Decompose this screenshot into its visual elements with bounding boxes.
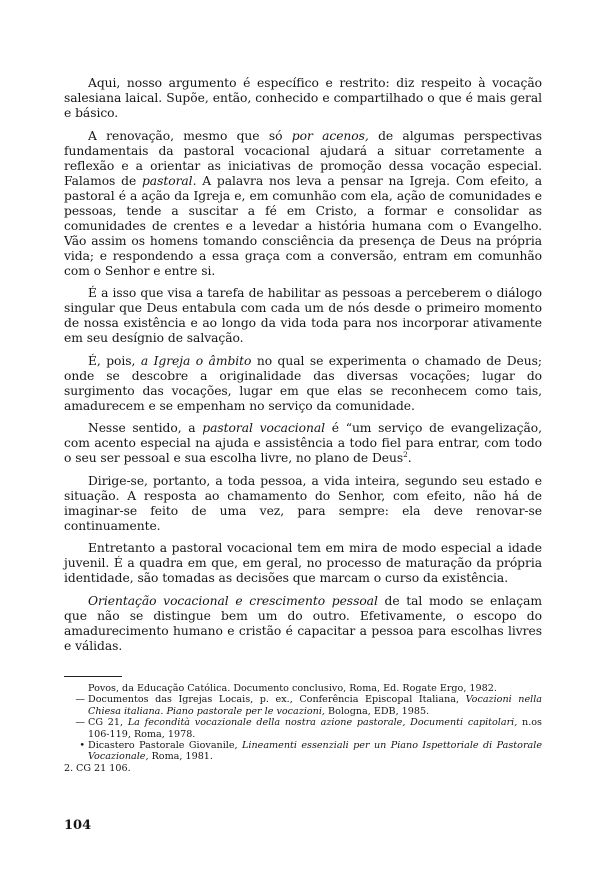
italic-phrase: pastoral.	[141, 173, 197, 188]
page-number: 104	[64, 818, 92, 833]
italic-phrase: pastoral vocacional	[202, 421, 326, 435]
footnote-text: Documentos das Igrejas Locais, p. ex., Conferência Episcopal Italiana, Vocazioni nella Chiesa italiana. Piano pastorale per le vocazioni, Bologna, EDB, 1985.	[88, 694, 542, 717]
footnote-rule	[64, 676, 122, 677]
bullet-icon: •	[79, 740, 85, 752]
paragraph-7: Entretanto a pastoral vocacional tem em mira de modo especial a idade juvenil. É a quadra em que, em geral, no processo de maturação da própria identidade, são tomadas as decisões que marcam o curso da existência.	[64, 541, 542, 585]
footnote-item	[64, 717, 542, 740]
paragraph-2: A renovação, mesmo que só por acenos, de algumas perspectivas fundamentais da pastoral vocacional ajudará a situar corretamente a reflexão e a orientar as iniciativas de promoção dessa vocação especial. Falamos de pastoral. A palavra nos leva a pensar na Igreja. Com efeito, a pastoral é a ação da Igreja e, em comunhão com ela, ação de comunidades e pessoas, tende a suscitar a fé em Cristo, a formar e consolidar as comunidades de crentes e a levedar a história humana com o Evangelho. Vão assim os homens tomando consciência da presença de Deus na própria vida; e respondendo a essa graça com a conversão, entram em comunhão com o Senhor e entre si.	[64, 128, 542, 278]
footnote-item	[64, 683, 542, 694]
footnotes	[64, 676, 542, 774]
paragraph-3: É a isso que visa a tarefa de habilitar as pessoas a perceberem o diálogo singular que Deus entabula com cada um de nós desde o primeiro momento de nossa existência e ao longo da vida toda para nos incorporar ativamente em seu desígnio de salvação.	[64, 286, 542, 345]
paragraph-5: Nesse sentido, a pastoral vocacional é “um serviço de evangelização, com acento especial na ajuda e assistência a todo fiel para entrar, com todo o seu ser pessoal e sua escolha livre, no plano de Deus$^2$.	[64, 421, 543, 465]
paragraph-8: Orientação vocacional e crescimento pessoal de tal modo se enlaçam que não se distingue bem um do outro. Efetivamente, o escopo do amadurecimento humano e cristão é capacitar a pessoa para escolhas livres e válidas.	[64, 593, 542, 653]
paragraph-6: Dirige-se, portanto, a toda pessoa, a vida inteira, segundo seu estado e situação. A resposta ao chamamento do Senhor, com efeito, não há de imaginar-se feito de uma vez, para sempre: ela deve renovar-se continuamente.	[64, 473, 542, 533]
italic-phrase: por acenos,	[291, 128, 369, 143]
footnote-marker: —	[75, 694, 85, 706]
paragraph-1: Aqui, nosso argumento é específico e restrito: diz respeito à vocação salesiana laical. Supõe, então, conhecido e compartilhado o que é mais geral e básico.	[64, 76, 542, 120]
footnote-text: CG 21, La fecondità vocazionale della nostra azione pastorale, Documenti capitolari, n.os 106-119, Roma, 1978.	[88, 717, 542, 740]
footnote-item	[64, 694, 542, 717]
italic-phrase: a Igreja o âmbito	[140, 353, 252, 368]
footnote-item	[64, 740, 542, 763]
footnote-item	[64, 763, 542, 774]
footnote-reference: 2	[403, 449, 408, 459]
italic-phrase: Orientação vocacional e crescimento pessoal	[88, 593, 378, 608]
body-text	[64, 76, 542, 654]
footnote-marker: —	[75, 717, 85, 729]
paragraph-4: É, pois, a Igreja o âmbito no qual se experimenta o chamado de Deus; onde se descobre a originalidade das diversas vocações; lugar do surgimento das vocações, lugar em que elas se reconhecem como tais, amadurecem e se empenham no serviço da comunidade.	[64, 353, 542, 413]
footnote-text: Povos, da Educação Católica. Documento conclusivo, Roma, Ed. Rogate Ergo, 1982.	[88, 683, 497, 694]
footnote-text: CG 21 106.	[76, 762, 131, 774]
footnote-text: Dicastero Pastorale Giovanile, Lineamenti essenziali per un Piano Ispettoriale di Pastorale Vocazionale, Roma, 1981.	[88, 740, 542, 763]
footnote-number: 2.	[64, 762, 74, 774]
